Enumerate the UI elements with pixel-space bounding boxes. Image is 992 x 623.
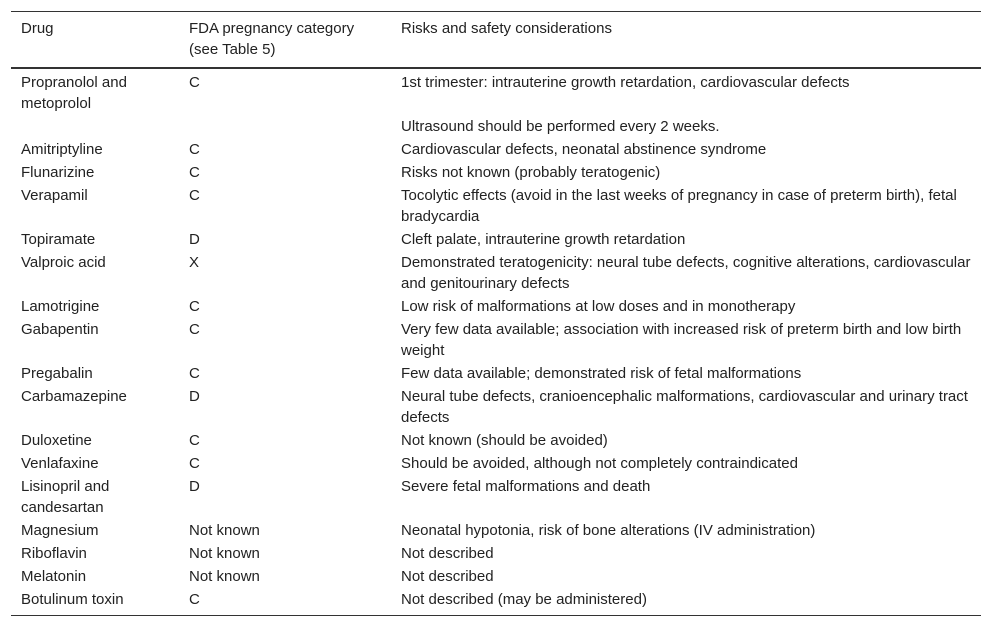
drug-safety-table-container — [11, 11, 981, 616]
cell-risks: Neural tube defects, cranioencephalic malformations, cardiovascular and urinary tract defects — [401, 388, 968, 426]
cell-category: C — [189, 187, 200, 204]
cell-drug: Venlafaxine — [21, 455, 99, 472]
cell-drug: Lisinopril and candesartan — [21, 478, 110, 516]
cell-risks: Not described — [401, 568, 494, 585]
cell-category: Not known — [189, 545, 260, 562]
cell-category: Not known — [189, 568, 260, 585]
cell-drug: Botulinum toxin — [21, 591, 124, 608]
table-row — [11, 362, 981, 385]
cell-drug: Propranolol and metoprolol — [21, 74, 127, 112]
cell-drug: Topiramate — [21, 231, 96, 248]
table-row — [11, 565, 981, 588]
cell-risks: Low risk of malformations at low doses and in monotherapy — [401, 298, 796, 315]
cell-risks: Not known (should be avoided) — [401, 432, 608, 449]
header-risks: Risks and safety considerations — [401, 20, 612, 37]
cell-category: C — [189, 321, 200, 338]
table-header-row — [11, 12, 981, 69]
cell-category: C — [189, 298, 200, 315]
table-row — [11, 251, 981, 295]
cell-drug: Melatonin — [21, 568, 87, 585]
table-row — [11, 138, 981, 161]
cell-drug: Gabapentin — [21, 321, 99, 338]
cell-drug: Verapamil — [21, 187, 88, 204]
table-row — [11, 161, 981, 184]
cell-drug: Riboflavin — [21, 545, 87, 562]
table-row — [11, 295, 981, 318]
risk-text: 1st trimester: intrauterine growth retardation, cardiovascular defects — [401, 74, 850, 91]
table-row — [11, 588, 981, 616]
header-fda-category: FDA pregnancy category (see Table 5) — [189, 20, 355, 58]
drug-safety-table — [11, 11, 981, 616]
cell-risks: Risks not known (probably teratogenic) — [401, 164, 661, 181]
cell-category: C — [189, 164, 200, 181]
cell-risks: Cardiovascular defects, neonatal abstinence syndrome — [401, 141, 767, 158]
table-row — [11, 475, 981, 519]
cell-risks: Not described — [401, 545, 494, 562]
table-row — [11, 228, 981, 251]
cell-category: D — [189, 478, 200, 495]
cell-risks — [391, 68, 981, 138]
table-row — [11, 385, 981, 429]
table-row — [11, 184, 981, 228]
cell-risks: Should be avoided, although not completely contraindicated — [401, 455, 798, 472]
table-row — [11, 68, 981, 138]
cell-drug: Amitriptyline — [21, 141, 103, 158]
cell-category: D — [189, 231, 200, 248]
risk-note: Ultrasound should be performed every 2 weeks. — [401, 118, 720, 135]
header-drug: Drug — [21, 20, 54, 37]
cell-category: Not known — [189, 522, 260, 539]
table-row — [11, 318, 981, 362]
cell-category: C — [189, 432, 200, 449]
table-row — [11, 542, 981, 565]
cell-risks: Few data available; demonstrated risk of fetal malformations — [401, 365, 802, 382]
cell-drug: Magnesium — [21, 522, 99, 539]
cell-category: C — [189, 141, 200, 158]
cell-drug: Lamotrigine — [21, 298, 100, 315]
cell-category: C — [189, 455, 200, 472]
table-row — [11, 429, 981, 452]
table-row — [11, 519, 981, 542]
cell-risks: Demonstrated teratogenicity: neural tube defects, cognitive alterations, cardiovascular and genitourinary defects — [401, 254, 971, 292]
cell-category: C — [189, 591, 200, 608]
cell-risks: Not described (may be administered) — [401, 591, 647, 608]
cell-drug: Pregabalin — [21, 365, 93, 382]
cell-category: X — [189, 254, 200, 271]
cell-risks: Very few data available; association with increased risk of preterm birth and low birth weight — [401, 321, 962, 359]
cell-category: D — [189, 388, 200, 405]
cell-drug: Valproic acid — [21, 254, 106, 271]
cell-drug: Carbamazepine — [21, 388, 127, 405]
cell-risks: Neonatal hypotonia, risk of bone alterations (IV administration) — [401, 522, 816, 539]
cell-risks: Cleft palate, intrauterine growth retardation — [401, 231, 686, 248]
cell-risks: Severe fetal malformations and death — [401, 478, 651, 495]
cell-drug: Flunarizine — [21, 164, 95, 181]
cell-risks: Tocolytic effects (avoid in the last weeks of pregnancy in case of preterm birth), fetal bradycardia — [401, 187, 957, 225]
cell-category: C — [189, 74, 200, 91]
table-row — [11, 452, 981, 475]
cell-drug: Duloxetine — [21, 432, 92, 449]
cell-category: C — [189, 365, 200, 382]
